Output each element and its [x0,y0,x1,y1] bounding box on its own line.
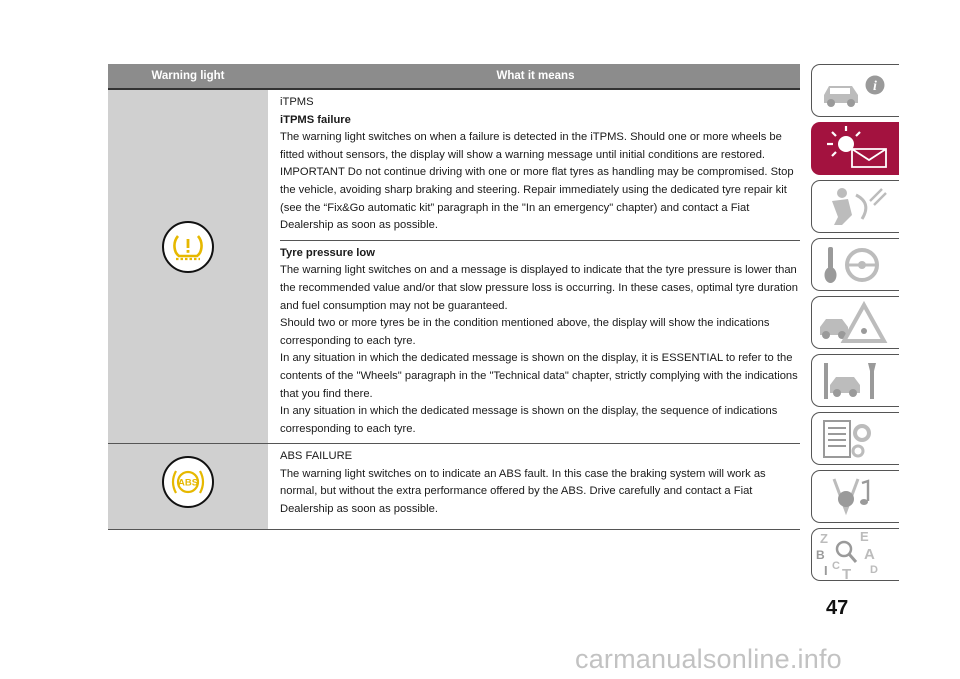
abs-failure-code: ABS FAILURE [280,450,353,463]
tab-knowing-your-car[interactable] [811,64,899,117]
header-warning-light: Warning light [151,70,225,82]
tab-index[interactable] [811,528,899,581]
table-row-abs [108,444,800,529]
paragraph: In any situation in which the dedicated message is shown on the display, the sequence of indications corresponding to each tyre. [280,405,778,435]
tyre-pressure-low-title: Tyre pressure low [280,246,375,259]
index-letter: T [842,566,852,582]
index-letter: B [816,548,825,562]
emergency-icon [812,297,900,350]
page-number: 47 [826,597,849,619]
itpms-failure-section [280,90,800,240]
dashboard-warning-light-icon [812,123,900,176]
watermark: carmanualsonline.info [575,644,842,674]
meaning-cell [268,90,800,443]
tab-starting-and-driving[interactable] [811,238,899,291]
index-icon [812,529,900,582]
svg-text:i: i [873,79,877,94]
abs-failure-section [280,444,800,528]
index-letter: D [870,564,878,576]
tab-technical-data[interactable] [811,412,899,465]
multimedia-icon [812,471,900,524]
tab-dashboard[interactable] [811,122,899,175]
tab-multimedia[interactable] [811,470,899,523]
itpms-failure-title: iTPMS failure [280,113,351,126]
abs-warning-icon [162,456,214,508]
warning-lights-table [108,64,800,530]
paragraph: The warning light switches on and a message is displayed to indicate that the tyre pressure is lower than the recommended value and/or that slow pressure loss is occurring. In these cases, optimal tyre duration and fuel consumption may not be guaranteed. [280,264,798,312]
paragraph: The warning light switches on when a failure is detected in the iTPMS. Should one or more wheels be fitted without sensors, the display will show a warning message until initial conditions are restored. [280,131,782,161]
table-header [108,64,800,88]
servicing-care-icon [812,355,900,408]
paragraph: IMPORTANT Do not continue driving with one or more flat tyres as handling may be compromised. Stop the vehicle, avoiding sharp braking and steering. Repair immediately using the dedicated tyre repair kit (see the “Fix&Go automatic kit” paragraph in the "In an emergency" chapter) and contact a Fiat Dealership as soon as possible. [280,166,794,232]
meaning-cell [268,444,800,528]
tyre-pressure-low-section [280,240,800,444]
header-what-it-means: What it means [496,70,575,82]
tyre-pressure-warning-icon [162,221,214,273]
index-letter: C [832,560,840,572]
index-letter: Z [820,531,828,546]
index-letter: E [860,529,869,544]
car-info-icon [812,65,900,118]
index-letter: A [864,546,875,563]
index-letter: I [824,563,828,578]
tab-servicing-and-care[interactable] [811,354,899,407]
abs-icon-label: ABS [177,477,199,489]
warning-light-cell [108,444,268,528]
tab-in-an-emergency[interactable] [811,296,899,349]
technical-data-icon [812,413,900,466]
itpms-code: iTPMS [280,96,314,108]
warning-light-cell [108,90,268,443]
paragraph: Should two or more tyres be in the condition mentioned above, the display will show the indications corresponding to each tyre. [280,317,770,347]
paragraph: The warning light switches on to indicate an ABS fault. In this case the braking system will work as normal, but without the extra performance offered by the ABS. Drive carefully and contact a Fiat Dealership as soon as possible. [280,467,766,516]
starting-driving-icon [812,239,900,292]
paragraph: In any situation in which the dedicated message is shown on the display, it is ESSENTIAL to refer to the contents of the "Wheels" paragraph in the "Technical data" chapter, strictly complying with the indications that you find there. [280,352,798,400]
tab-safety[interactable] [811,180,899,233]
safety-airbag-icon [812,181,900,234]
table-row-itpms [108,90,800,444]
